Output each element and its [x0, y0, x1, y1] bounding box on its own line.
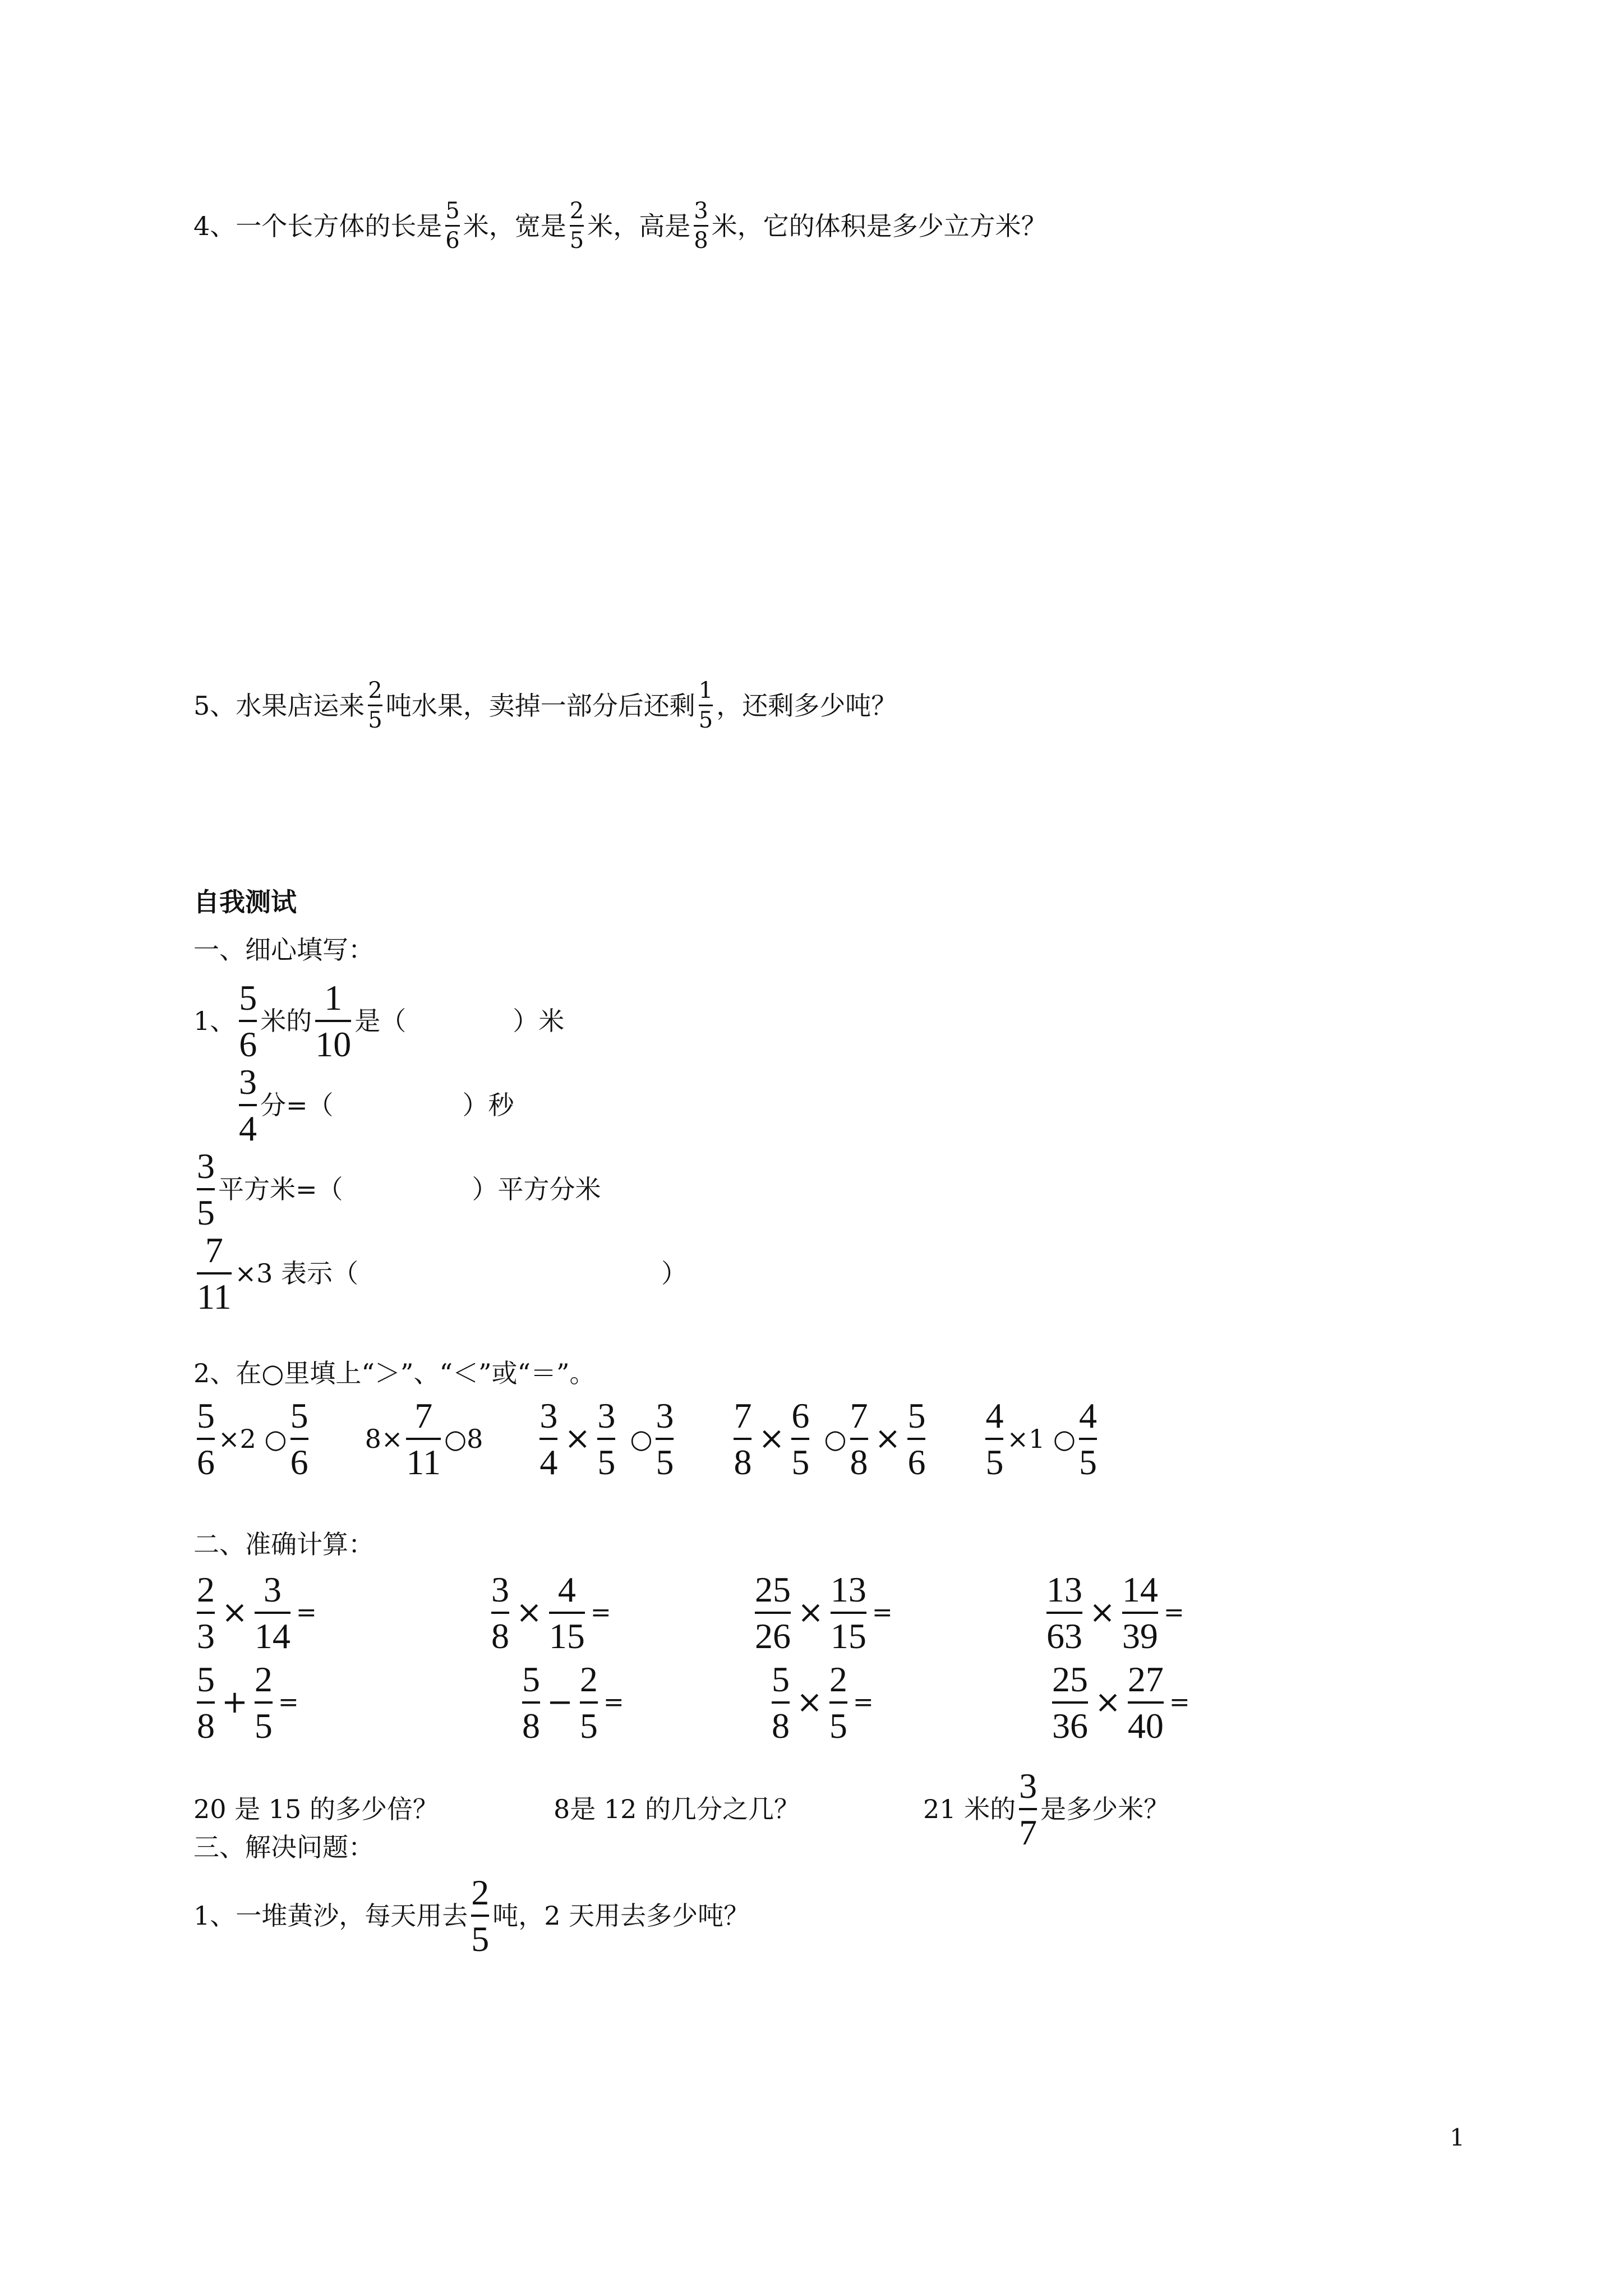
compare-item: $\frac{4}{5}$ ×1 ○ $\frac{4}{5}$	[985, 1396, 1098, 1483]
section-heading: 自我测试	[193, 887, 297, 917]
equals-sign: =	[278, 1688, 299, 1717]
fraction: $\frac{25}{26}$	[755, 1570, 791, 1657]
problem-1: 1、一堆黄沙，每天用去 $\frac{2}{5}$ 吨，2 天用去多少吨？	[193, 1872, 750, 1959]
fraction: $\frac{27}{40}$	[1127, 1659, 1164, 1746]
page-number: 1	[1450, 2124, 1465, 2151]
operator: ×	[1095, 1684, 1121, 1721]
equals-sign: =	[590, 1598, 611, 1627]
operator: ×	[1089, 1594, 1115, 1631]
equals-sign: =	[872, 1598, 893, 1627]
fraction: $\frac{5}{8}$	[522, 1659, 540, 1746]
word-problem-row: 20 是 15 的多少倍？ 8是 12 的几分之几？ 21 米的 $\frac{3}{7}$ 是多少米？	[193, 1766, 1170, 1853]
fraction: $\frac{3}{5}$	[197, 1146, 215, 1233]
fraction: $\frac{13}{63}$	[1046, 1570, 1082, 1657]
calc-expression	[193, 1571, 317, 1655]
question-5	[193, 679, 897, 732]
compare-item: $\frac{3}{4}$ × $\frac{3}{5}$ ○ $\frac{3}{5}$	[540, 1396, 674, 1483]
calc-expression	[488, 1571, 611, 1655]
fill-line-1: 1、 $\frac{5}{6}$ 米的 $\frac{1}{10}$ 是（ ）米	[193, 978, 565, 1065]
fraction: $\frac{2}{5}$	[368, 678, 382, 733]
fraction: $\frac{4}{15}$	[548, 1570, 585, 1657]
question-4	[193, 199, 1047, 252]
operator: +	[222, 1684, 248, 1721]
fraction: $\frac{1}{10}$	[315, 978, 352, 1065]
calc-expression	[768, 1660, 874, 1745]
fraction: $\frac{25}{36}$	[1052, 1659, 1088, 1746]
word-problem: 20 是 15 的多少倍？	[193, 1794, 439, 1825]
compare-item: $\frac{7}{8}$ × $\frac{6}{5}$ ○ $\frac{7}{8}$ × $\frac{5}{6}$	[734, 1396, 926, 1483]
fraction: $\frac{2}{5}$	[829, 1659, 847, 1746]
calc-expression	[751, 1571, 893, 1655]
fraction: $\frac{3}{8}$	[491, 1570, 509, 1657]
fraction: $\frac{2}{5}$	[569, 198, 584, 254]
word-problem: 21 米的	[923, 1794, 1016, 1825]
equals-sign: =	[1163, 1598, 1184, 1627]
fill-line-4: $\frac{7}{11}$ ×3 表示（ ）	[197, 1230, 688, 1317]
fraction: $\frac{2}{5}$	[579, 1659, 598, 1746]
operator: ×	[516, 1594, 542, 1631]
section-1-title: 一、细心填写：	[193, 935, 374, 965]
operator: ×	[222, 1594, 248, 1631]
q4-text: 米，高是	[587, 210, 691, 241]
equals-sign: =	[603, 1688, 624, 1717]
fill-line-2: $\frac{3}{4}$ 分=（ ）秒	[239, 1062, 514, 1149]
q5-text: 吨水果，卖掉一部分后还剩	[385, 690, 695, 721]
calc-expression	[1043, 1571, 1184, 1655]
section-2-title: 二、准确计算：	[193, 1529, 374, 1559]
compare-item: $\frac{5}{6}$ ×2 ○ $\frac{5}{6}$	[197, 1396, 308, 1483]
fraction: $\frac{5}{6}$	[239, 978, 257, 1065]
fraction: $\frac{3}{14}$	[254, 1570, 291, 1657]
fill-line-3: $\frac{3}{5}$ 平方米=（ ）平方分米	[197, 1146, 601, 1233]
fraction: $\frac{13}{15}$	[830, 1570, 866, 1657]
operator: ×	[796, 1684, 823, 1721]
fraction: $\frac{2}{5}$	[254, 1659, 273, 1746]
fraction: $\frac{5}{8}$	[197, 1659, 215, 1746]
section-3-title: 三、解决问题：	[193, 1832, 374, 1862]
q5-text: ，还剩多少吨？	[716, 690, 897, 721]
calc-expression	[193, 1660, 299, 1745]
q4-text: 米，它的体积是多少立方米？	[711, 210, 1047, 241]
q4-text: 米，宽是	[463, 210, 566, 241]
fraction: $\frac{5}{8}$	[772, 1659, 790, 1746]
compare-item: 8× $\frac{7}{11}$ ○8	[365, 1396, 483, 1483]
fraction: $\frac{2}{3}$	[197, 1570, 215, 1657]
fraction: $\frac{3}{8}$	[694, 198, 708, 254]
q4-text: 4、一个长方体的长是	[193, 210, 442, 241]
fraction: $\frac{5}{6}$	[445, 198, 460, 254]
fraction: $\frac{7}{11}$	[197, 1230, 232, 1317]
fraction: $\frac{14}{39}$	[1122, 1570, 1158, 1657]
calc-expression	[519, 1660, 624, 1745]
compare-row	[193, 1397, 1203, 1481]
operator: −	[547, 1684, 573, 1721]
word-problem: 8是 12 的几分之几？	[553, 1794, 800, 1825]
operator: ×	[797, 1594, 824, 1631]
fraction: $\frac{1}{5}$	[698, 678, 713, 733]
calc-expression	[1049, 1660, 1190, 1745]
equals-sign: =	[852, 1688, 874, 1717]
fraction: $\frac{3}{4}$	[239, 1062, 257, 1149]
equals-sign: =	[296, 1598, 317, 1627]
q5-text: 5、水果店运来	[193, 690, 365, 721]
compare-title: 2、在○里填上“＞”、“＜”或“＝”。	[193, 1358, 596, 1388]
equals-sign: =	[1169, 1688, 1190, 1717]
